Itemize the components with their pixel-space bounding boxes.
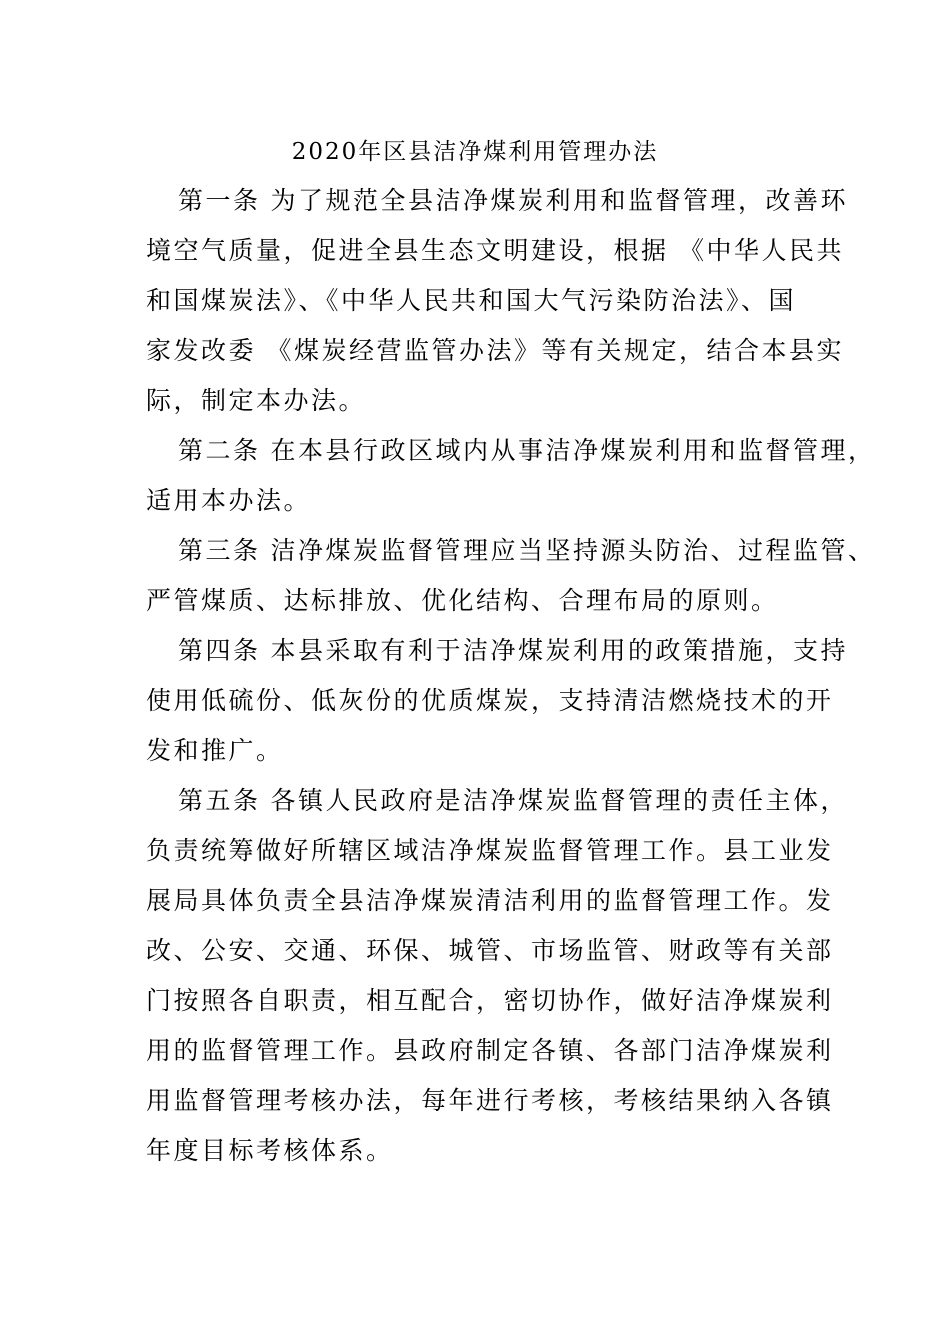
article-number: 第四条 <box>178 636 261 665</box>
article-5 <box>146 776 848 1176</box>
article-text-line: 和国煤炭法》、《中华人民共和国大气污染防治法》、国 <box>146 286 797 315</box>
article-text-line: 各镇人民政府是洁净煤炭监督管理的责任主体， <box>270 786 849 815</box>
article-text-line: 为了规范全县洁净煤炭利用和监督管理，改善环 <box>270 186 849 215</box>
article-number: 第二条 <box>178 436 261 465</box>
article-number: 第一条 <box>178 186 261 215</box>
article-text-line: 用的监督管理工作。县政府制定各镇、各部门洁净煤炭利 <box>146 1036 834 1065</box>
article-text-line: 适用本办法。 <box>146 486 312 515</box>
article-text-line: 境空气质量，促进全县生态文明建设，根据 《中华人民共 <box>146 236 844 265</box>
article-text-line: 改、公安、交通、环保、城管、市场监管、财政等有关部 <box>146 936 834 965</box>
article-3 <box>146 526 876 626</box>
document-title: 2020年区县洁净煤利用管理办法 <box>291 139 659 165</box>
article-text-line: 严管煤质、达标排放、优化结构、合理布局的原则。 <box>146 586 779 615</box>
article-text-line: 负责统筹做好所辖区域洁净煤炭监督管理工作。县工业发 <box>146 836 834 865</box>
article-text-line: 本县采取有利于洁净煤炭利用的政策措施，支持 <box>270 636 849 665</box>
article-text-line: 年度目标考核体系。 <box>146 1136 394 1165</box>
article-number: 第三条 <box>178 536 261 565</box>
article-text-line: 门按照各自职责，相互配合，密切协作，做好洁净煤炭利 <box>146 986 834 1015</box>
article-text-line: 展局具体负责全县洁净煤炭清洁利用的监督管理工作。发 <box>146 886 834 915</box>
article-text-line: 在本县行政区域内从事洁净煤炭利用和监督管理， <box>270 436 876 465</box>
article-text-line: 家发改委 《煤炭经营监管办法》等有关规定，结合本县实 <box>146 336 844 365</box>
article-text-line: 使用低硫份、低灰份的优质煤炭，支持清洁燃烧技术的开 <box>146 686 834 715</box>
article-4 <box>146 626 848 776</box>
article-1 <box>146 176 848 426</box>
article-text-line: 际，制定本办法。 <box>146 386 367 415</box>
article-text-line: 洁净煤炭监督管理应当坚持源头防治、过程监管、 <box>270 536 876 565</box>
article-number: 第五条 <box>178 786 261 815</box>
article-2 <box>146 426 876 526</box>
article-text-line: 发和推广。 <box>146 736 284 765</box>
article-text-line: 用监督管理考核办法，每年进行考核，考核结果纳入各镇 <box>146 1086 834 1115</box>
